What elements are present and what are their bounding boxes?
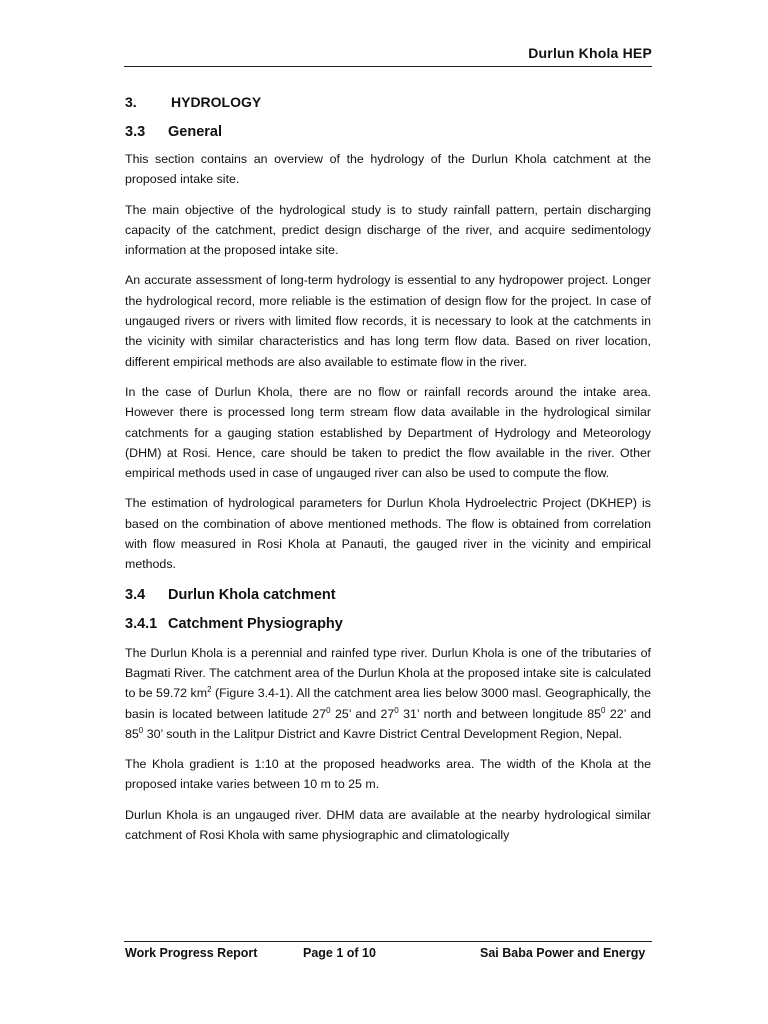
paragraph: This section contains an overview of the hydrology of the Durlun Khola catchment at the proposed intake site.: [125, 152, 651, 187]
superscript: 0: [326, 705, 331, 715]
chapter-heading: [125, 92, 651, 112]
paragraph: The estimation of hydrological parameters for Durlun Khola Hydroelectric Project (DKHEP) is based on the combination of above mentioned methods. The flow is obtained from correlation with flow measured in Rosi Khola at Panauti, the gauged river in the vicinity and empirical methods.: [125, 496, 651, 572]
superscript: 0: [138, 725, 144, 735]
subsection-number: 3.4.1: [125, 615, 158, 632]
paragraph-physiography: [125, 643, 651, 744]
footer-report-title: Work Progress Report: [125, 946, 258, 960]
paragraph: The Khola gradient is 1:10 at the proposed headworks area. The width of the Khola at the proposed intake varies between 10 m to 25 m.: [125, 757, 651, 792]
footer-divider: [124, 941, 652, 942]
section-number: 3.4: [125, 586, 146, 603]
text-run: (Figure 3.4-1). All the catchment area lies below 3000 masl. Geographically, the basin is located between latitude 27: [125, 686, 652, 721]
text-run: 30’ south in the Lalitpur District and Kavre District Central Development Region, Nepal.: [143, 726, 623, 741]
footer-company: Sai Baba Power and Energy: [480, 946, 646, 960]
text-run: 22’ and 85: [125, 706, 651, 741]
section-general-heading: [125, 122, 651, 142]
superscript: 2: [207, 685, 212, 695]
subsection-title: Catchment Physiography: [168, 615, 343, 632]
section-number: 3.3: [125, 124, 146, 140]
text-run: 31’ north and between longitude 85: [398, 706, 601, 721]
text-run: The Durlun Khola is a perennial and rainfed type river. Durlun Khola is one of the tributaries of Bagmati River. The catchment area of the Durlun Khola at the proposed intake site is calculated to be 59.72 km: [125, 645, 651, 701]
superscript: 0: [394, 705, 399, 715]
header-divider: [124, 66, 652, 67]
chapter-title: HYDROLOGY: [171, 94, 262, 110]
paragraph: Durlun Khola is an ungauged river. DHM data are available at the nearby hydrological similar catchment of Rosi Khola with same physiographic and climatologically: [125, 807, 651, 843]
section-title: General: [168, 124, 222, 140]
header-title: Durlun Khola HEP: [528, 45, 652, 61]
page-content: [125, 92, 651, 855]
paragraph: An accurate assessment of long-term hydrology is essential to any hydropower project. Longer the hydrological record, more reliable is the estimation of design flow for the project. In case of ungauged rivers or rivers with limited flow records, it is necessary to look at the catchments in the vicinity with similar characteristics and has long term flow data. Based on river location, different empirical methods are also available to estimate flow in the river.: [125, 273, 651, 369]
footer-page-number: Page 1 of 10: [303, 946, 376, 960]
section-catchment-heading: [125, 585, 651, 605]
section-title: Durlun Khola catchment: [168, 586, 336, 603]
paragraph: In the case of Durlun Khola, there are no flow or rainfall records around the intake area. However there is processed long term stream flow data available in the hydrological similar catchments for a gauging station established by Department of Hydrology and Meteorology (DHM) at Rosi. Hence, care should be taken to predict the flow available in the river. Other empirical methods used in case of ungauged river can also be used to compute the flow.: [125, 384, 651, 481]
paragraph: The main objective of the hydrological study is to study rainfall pattern, pertain discharging capacity of the catchment, predict design discharge of the river, and acquire sedimentology information at the proposed intake site.: [125, 202, 651, 258]
superscript: 0: [601, 705, 606, 715]
text-run: 25’ and 27: [330, 706, 395, 721]
chapter-number: 3.: [125, 94, 137, 110]
subsection-physiography-heading: [125, 614, 651, 634]
